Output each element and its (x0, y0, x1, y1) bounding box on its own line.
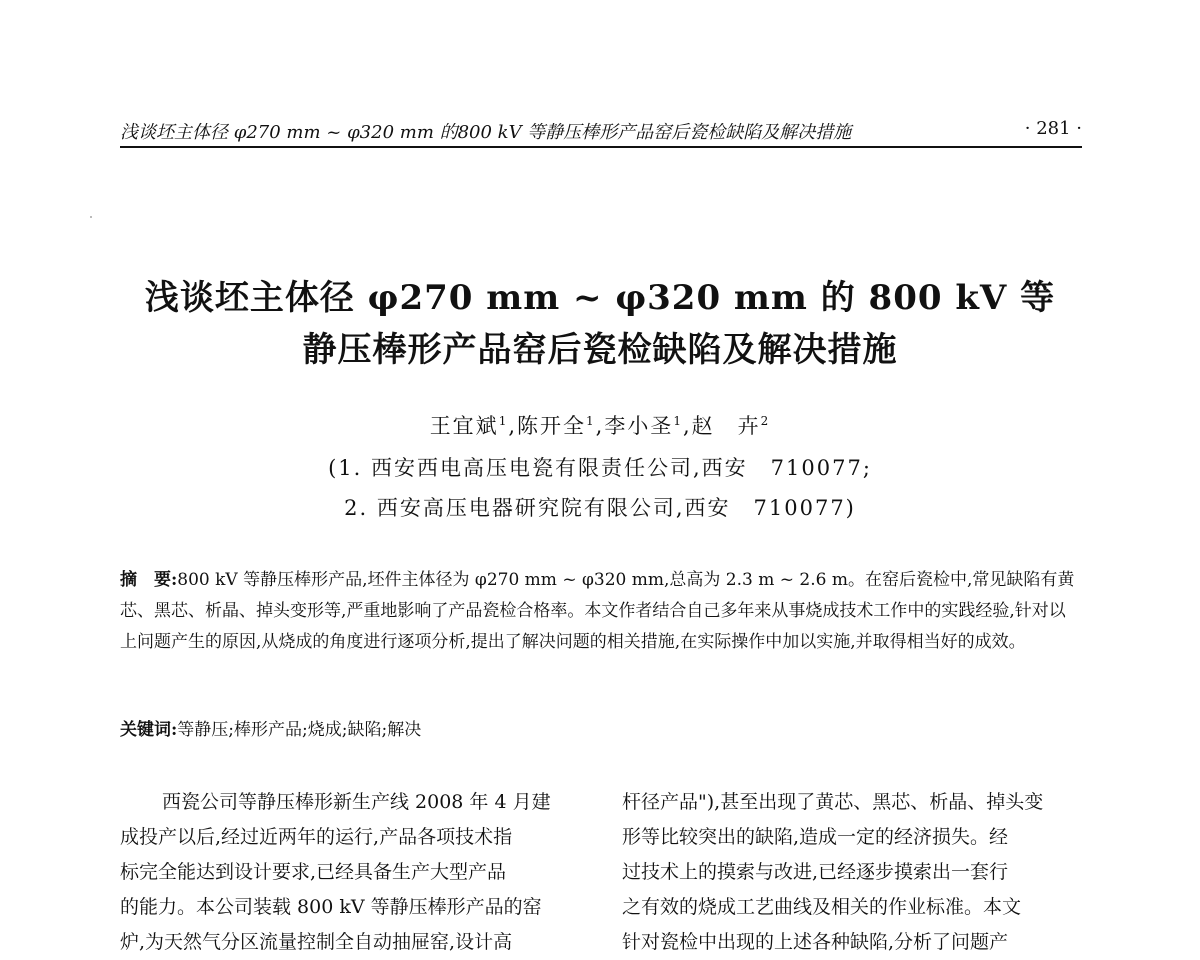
running-header (120, 112, 1082, 148)
paper-title-line-2: 静压棒形产品窑后瓷检缺陷及解决措施 (302, 330, 898, 370)
running-title: 浅谈坯主体径 φ270 mm ~ φ320 mm 的800 kV 等静压棒形产品窑后瓷检缺陷及解决措施 (120, 122, 852, 143)
body-line: 过技术上的摸索与改进,已经逐步摸索出一套行 (622, 861, 1009, 883)
keywords-label: 关键词: (120, 720, 178, 740)
keywords (120, 715, 1082, 746)
body-line: 的能力。本公司装载 800 kV 等静压棒形产品的窑 (120, 896, 542, 918)
author-affiliation-mark: 1 (673, 414, 683, 428)
author-affiliation-mark: 2 (760, 414, 771, 428)
affiliation-line-2: 2. 西安高压电器研究院有限公司,西安 710077) (344, 496, 856, 520)
keywords-text: 等静压;棒形产品;烧成;缺陷;解决 (177, 720, 422, 740)
paper-title-line-1: 浅谈坯主体径 φ270 mm ~ φ320 mm 的 800 kV 等 (144, 278, 1056, 318)
author-affiliation-mark: 1 (586, 414, 596, 428)
body-line: 之有效的烧成工艺曲线及相关的作业标准。本文 (622, 896, 1022, 918)
body-column-right (622, 785, 1082, 960)
body-column-left (120, 785, 580, 960)
author-name: 陈开全 (517, 414, 587, 438)
affiliation-line-1: (1. 西安西电高压电瓷有限责任公司,西安 710077; (328, 456, 872, 480)
abstract (120, 565, 1082, 658)
author-list: 王宜斌$^1$,陈开全$^1$,李小圣$^1$,赵 卉$^2$ (429, 414, 771, 438)
body-line: 针对瓷检中出现的上述各种缺陷,分析了问题产 (622, 931, 1009, 953)
author-name: 赵 卉 (691, 414, 761, 438)
body-line: 炉,为天然气分区流量控制全自动抽屉窑,设计高 (120, 931, 513, 953)
scan-speck (90, 216, 92, 218)
body-line: 杆径产品"),甚至出现了黄芯、黑芯、析晶、掉头变 (622, 791, 1044, 813)
author-name: 王宜斌 (429, 414, 499, 438)
author-name: 李小圣 (604, 414, 674, 438)
author-affiliation-mark: 1 (498, 414, 509, 428)
page-number: · 281 · (1024, 118, 1082, 139)
abstract-text: 800 kV 等静压棒形产品,坯件主体径为 φ270 mm ~ φ320 mm,总高为 2.3 m ~ 2.6 m。在窑后瓷检中,常见缺陷有黄芯、黑芯、析晶、掉头变形等,严重地影响了产品瓷检合格率。本文作者结合自己多年来从事烧成技术工作中的实践经验,针对以上问题产生的原因,从烧成的角度进行逐项分析,提出了解决问题的相关措施,在实际操作中加以实施,并取得相当好的成效。 (120, 570, 1075, 652)
body-line: 形等比较突出的缺陷,造成一定的经济损失。经 (622, 826, 1009, 848)
abstract-label: 摘 要: (120, 570, 178, 590)
body-line: 西瓷公司等静压棒形新生产线 2008 年 4 月建 (162, 791, 551, 813)
body-line: 成投产以后,经过近两年的运行,产品各项技术指 (120, 826, 513, 848)
body-line: 标完全能达到设计要求,已经具备生产大型产品 (120, 861, 507, 883)
